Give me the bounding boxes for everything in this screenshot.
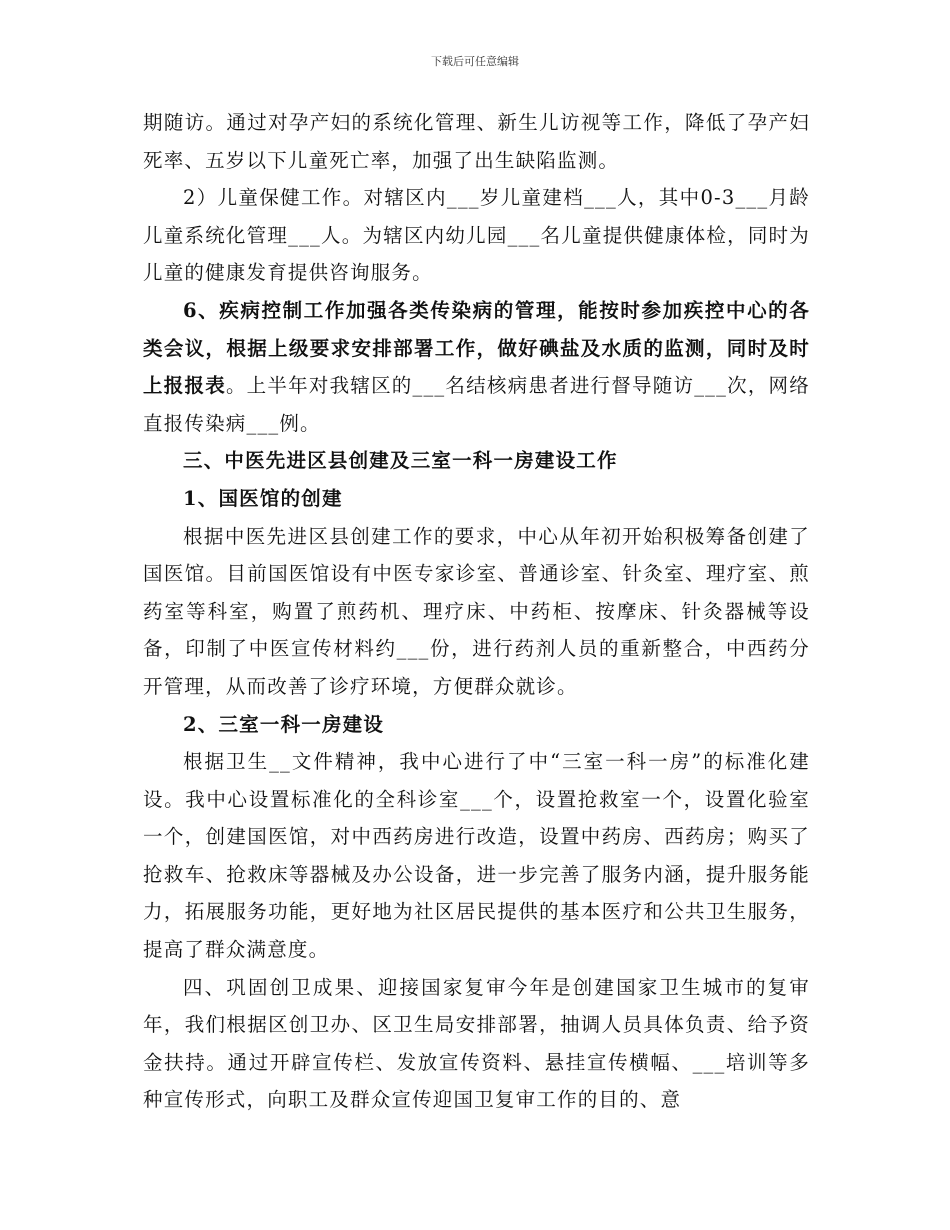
- paragraph-standardization: 根据卫生__文件精神，我中心进行了中“三室一科一房”的标准化建设。我中心设置标准化的全科诊室___个，设置抢救室一个，设置化验室一个，创建国医馆，对中西药房进行改造，设置中药房、西药房；购买了抢救车、抢救床等器械及办公设备，进一步完善了服务内涵，提升服务能力，拓展服务功能，更好地为社区居民提供的基本医疗和公共卫生服务，提高了群众满意度。: [143, 750, 810, 962]
- section-three-heading: 三、中医先进区县创建及三室一科一房建设工作: [183, 449, 618, 473]
- paragraph-child-health: 2）儿童保健工作。对辖区内___岁儿童建档___人，其中0-3___月龄儿童系统化管理___人。为辖区内幼儿园___名儿童提供健康体检，同时为儿童的健康发育提供咨询服务。: [143, 186, 810, 285]
- paragraph-tcm-hall: 根据中医先进区县创建工作的要求，中心从年初开始积极筹备创建了国医馆。目前国医馆设有中医专家诊室、普通诊室、针灸室、理疗室、煎药室等科室，购置了煎药机、理疗床、中药柜、按摩床、针灸器械等设备，印制了中医宣传材料约___份，进行药剂人员的重新整合，中西药分开管理，从而改善了诊疗环境，方便群众就诊。: [143, 524, 810, 698]
- paragraph-followup: 期随访。通过对孕产妇的系统化管理、新生儿访视等工作，降低了孕产妇死率、五岁以下儿童死亡率，加强了出生缺陷监测。: [143, 111, 810, 172]
- document-body: [143, 104, 810, 1119]
- page-header-note: 下载后可任意编辑: [431, 55, 519, 68]
- paragraph-disease-control: [143, 292, 810, 442]
- subsection-2-heading: 2、三室一科一房建设: [183, 712, 385, 736]
- disease-control-text: 。上半年对我辖区的___名结核病患者进行督导随访___次，网络直报传染病___例。: [143, 374, 810, 435]
- disease-control-heading: 6、疾病控制工作加强各类传染病的管理，能按时参加疾控中心的各类会议，根据上级要求安排部署工作，做好碘盐及水质的监测，同时及时上报报表: [143, 298, 810, 398]
- subsection-1-heading: 1、国医馆的创建: [183, 486, 343, 510]
- paragraph-sanitation-review: 四、巩固创卫成果、迎接国家复审今年是创建国家卫生城市的复审年，我们根据区创卫办、区卫生局安排部署，抽调人员具体负责、给予资金扶持。通过开辟宣传栏、发放宣传资料、悬挂宣传横幅、___培训等多种宣传形式，向职工及群众宣传迎国卫复审工作的目的、意: [143, 975, 810, 1112]
